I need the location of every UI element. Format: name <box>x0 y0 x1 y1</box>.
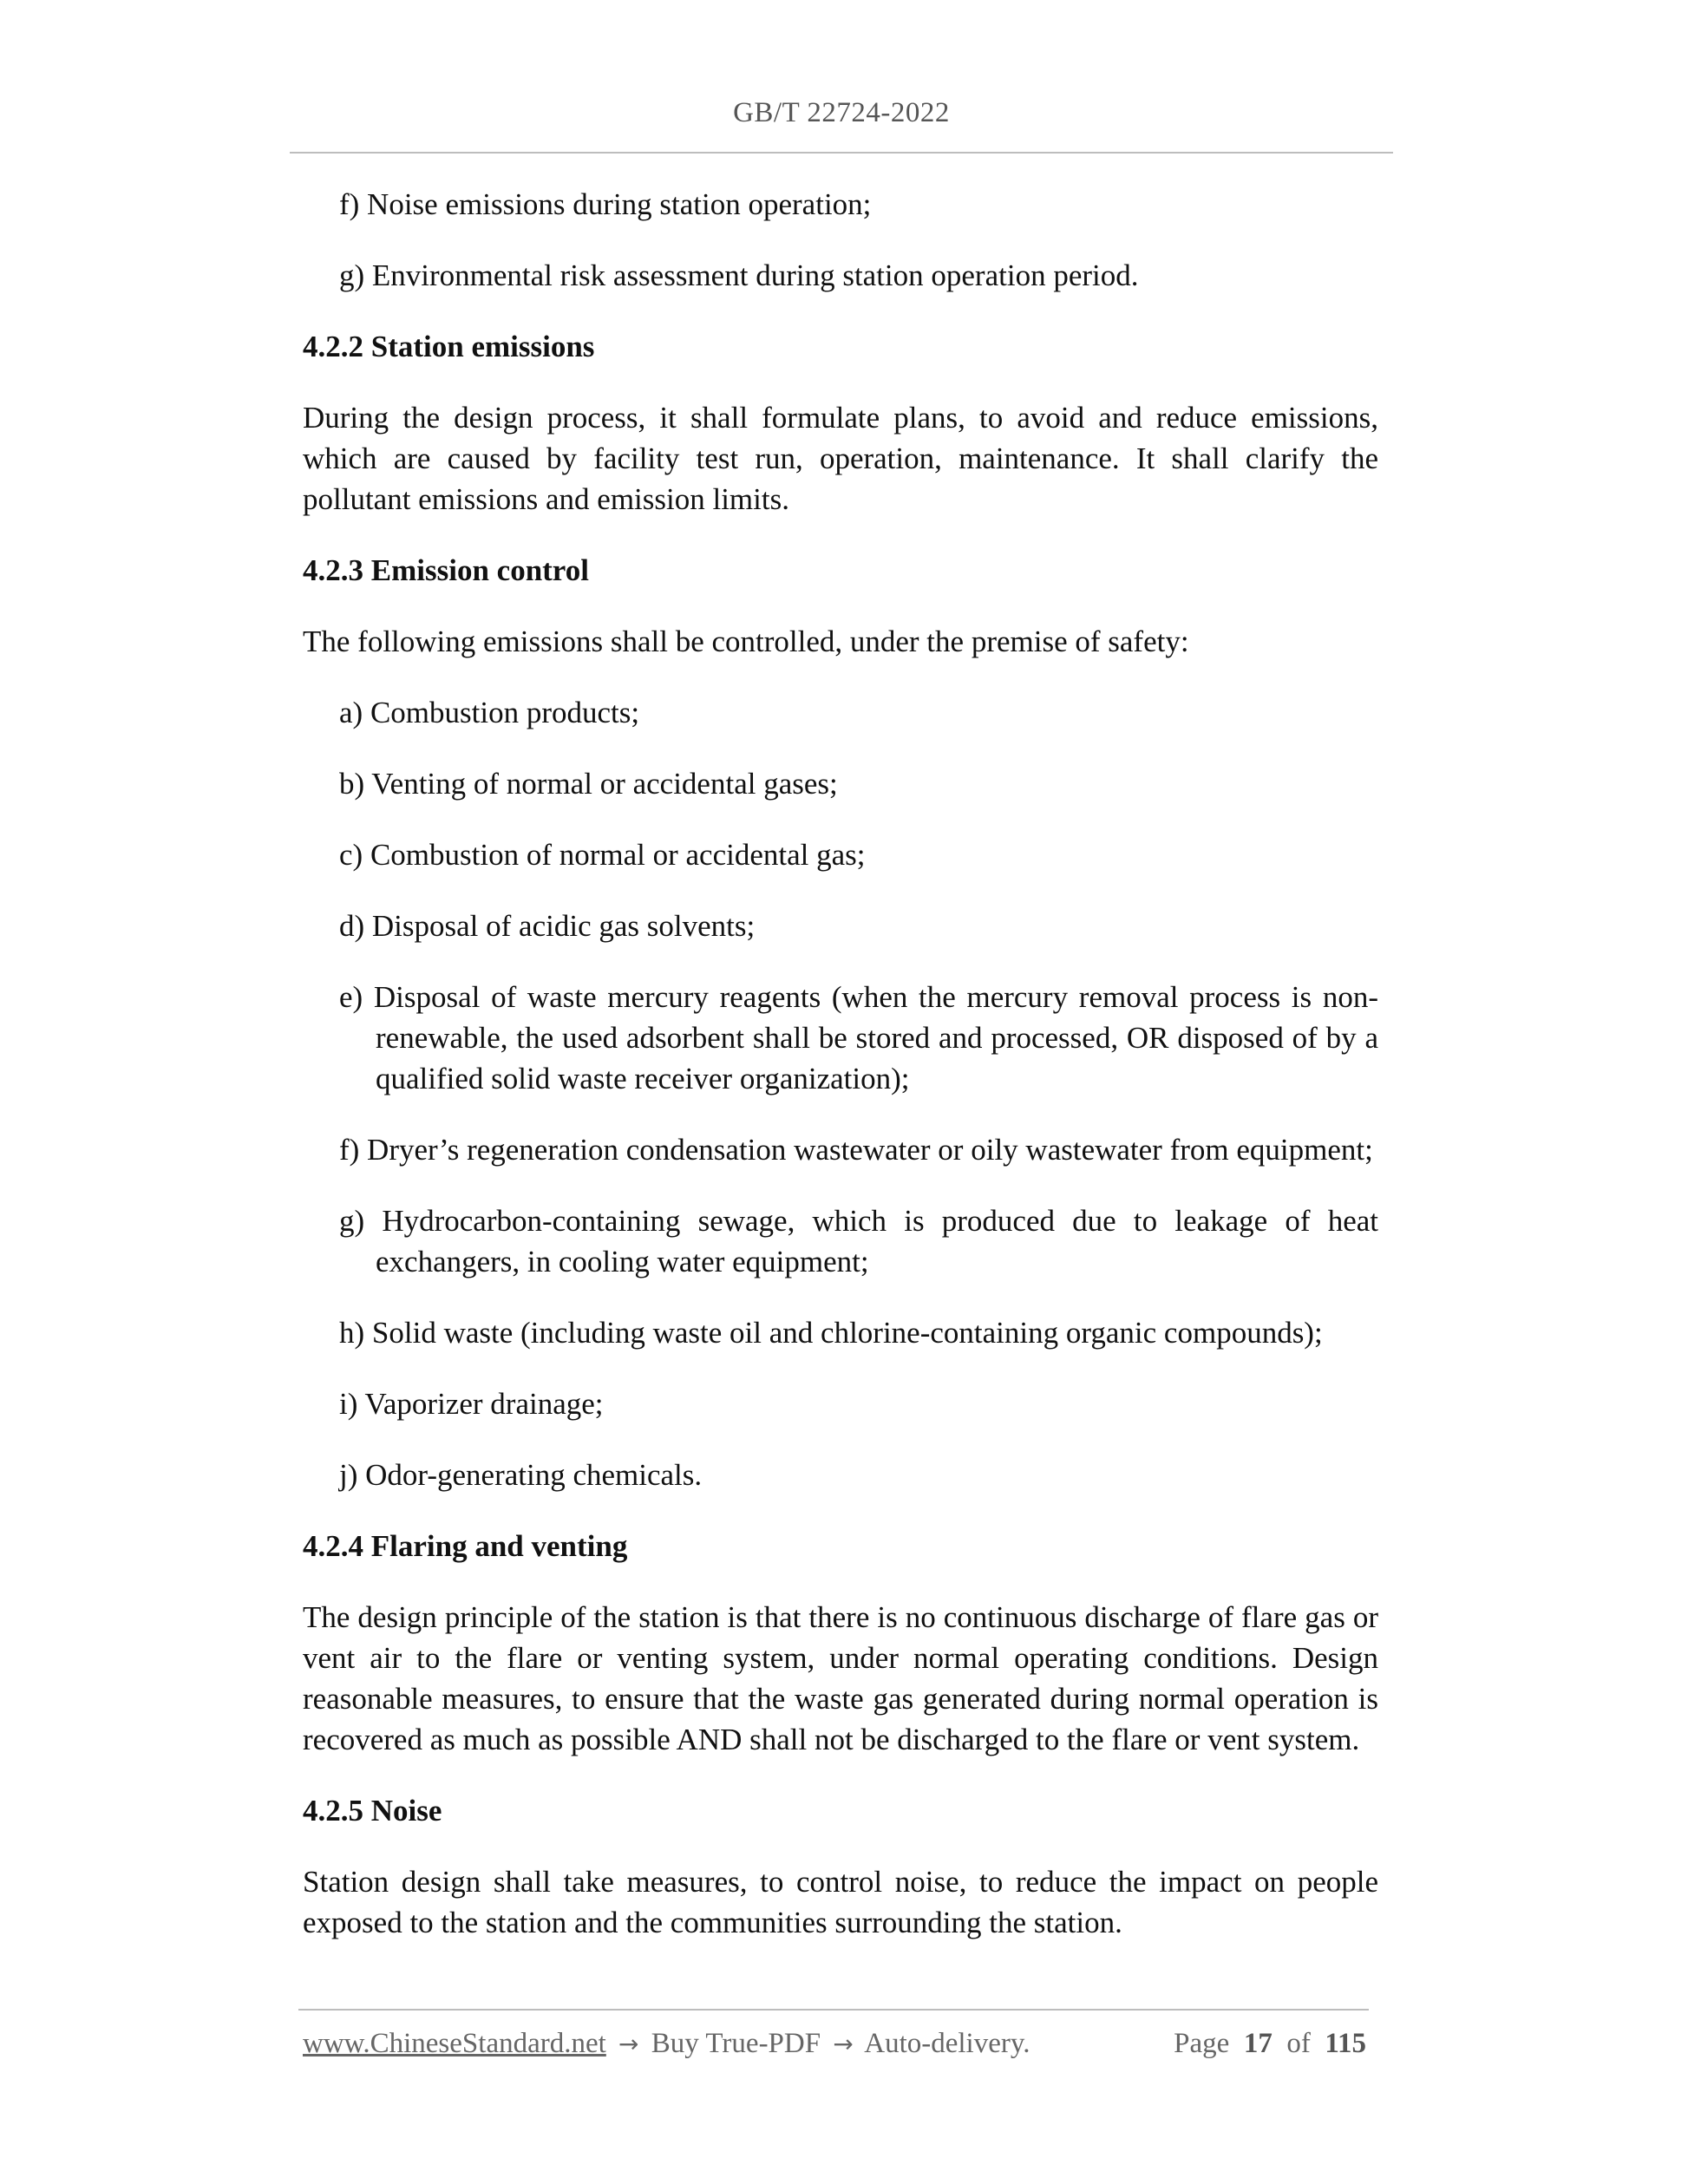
page-label: Page <box>1174 2028 1230 2059</box>
list-item-a: a) Combustion products; <box>339 696 640 729</box>
document-id: GB/T 22724-2022 <box>733 97 950 128</box>
list-item-b: b) Venting of normal or accidental gases; <box>339 767 838 801</box>
list-item-j: j) Odor-generating chemicals. <box>339 1458 703 1492</box>
list-item-f: f) Dryer’s regeneration condensation wastewater or oily wastewater from equipment; <box>339 1133 1373 1167</box>
site-link[interactable]: www.ChineseStandard.net <box>303 2028 606 2059</box>
total-pages: 115 <box>1325 2028 1366 2059</box>
footer-divider <box>298 2009 1369 2011</box>
section-body-4-2-2: During the design process, it shall formulate plans, to avoid and reduce emissions, which are caused by facility test run, operation, maintenance. It shall clarify the pollutant emissions and emission limits. <box>303 401 1378 516</box>
document-header <box>290 97 1393 129</box>
list-item-d: d) Disposal of acidic gas solvents; <box>339 909 756 943</box>
page-content <box>303 184 1378 1973</box>
list-item-h: h) Solid waste (including waste oil and chlorine-containing organic compounds); <box>339 1316 1323 1350</box>
footer-left <box>303 2028 1030 2060</box>
list-item-i: i) Vaporizer drainage; <box>339 1387 604 1421</box>
page-footer <box>303 2028 1366 2060</box>
page-counter <box>1174 2028 1366 2060</box>
auto-delivery-text: Auto-delivery. <box>864 2028 1030 2059</box>
header-divider <box>290 152 1393 154</box>
section-heading-4-2-4: 4.2.4 Flaring and venting <box>303 1529 628 1563</box>
section-heading-4-2-3: 4.2.3 Emission control <box>303 553 589 587</box>
list-item-c: c) Combustion of normal or accidental gas; <box>339 838 866 872</box>
section-body-4-2-4: The design principle of the station is that there is no continuous discharge of flare gas or vent air to the flare or venting system, under normal operating conditions. Design reasonable measures, to ensure that the waste gas generated during normal operation is recovered as much as possible AND shall not be discharged to the flare or vent system. <box>303 1600 1378 1756</box>
list-item-top-g: g) Environmental risk assessment during station operation period. <box>339 258 1139 292</box>
arrow-right-icon: → <box>618 2030 639 2058</box>
list-item-top-f: f) Noise emissions during station operation; <box>339 187 872 221</box>
section-heading-4-2-5: 4.2.5 Noise <box>303 1794 442 1828</box>
page-number: 17 <box>1243 2028 1273 2059</box>
list-item-g: g) Hydrocarbon-containing sewage, which is produced due to leakage of heat exchangers, in cooling water equipment; <box>339 1204 1378 1278</box>
section-body-4-2-5: Station design shall take measures, to control noise, to reduce the impact on people exposed to the station and the communities surrounding the station. <box>303 1865 1378 1939</box>
arrow-right-icon: → <box>833 2030 854 2058</box>
section-intro-4-2-3: The following emissions shall be controlled, under the premise of safety: <box>303 624 1189 658</box>
list-item-e: e) Disposal of waste mercury reagents (when the mercury removal process is non-renewable, the used adsorbent shall be stored and processed, OR disposed of by a qualified solid waste receiver organization); <box>339 980 1378 1095</box>
section-heading-4-2-2: 4.2.2 Station emissions <box>303 330 595 363</box>
of-label: of <box>1286 2028 1311 2059</box>
buy-pdf-text: Buy True-PDF <box>651 2028 821 2059</box>
